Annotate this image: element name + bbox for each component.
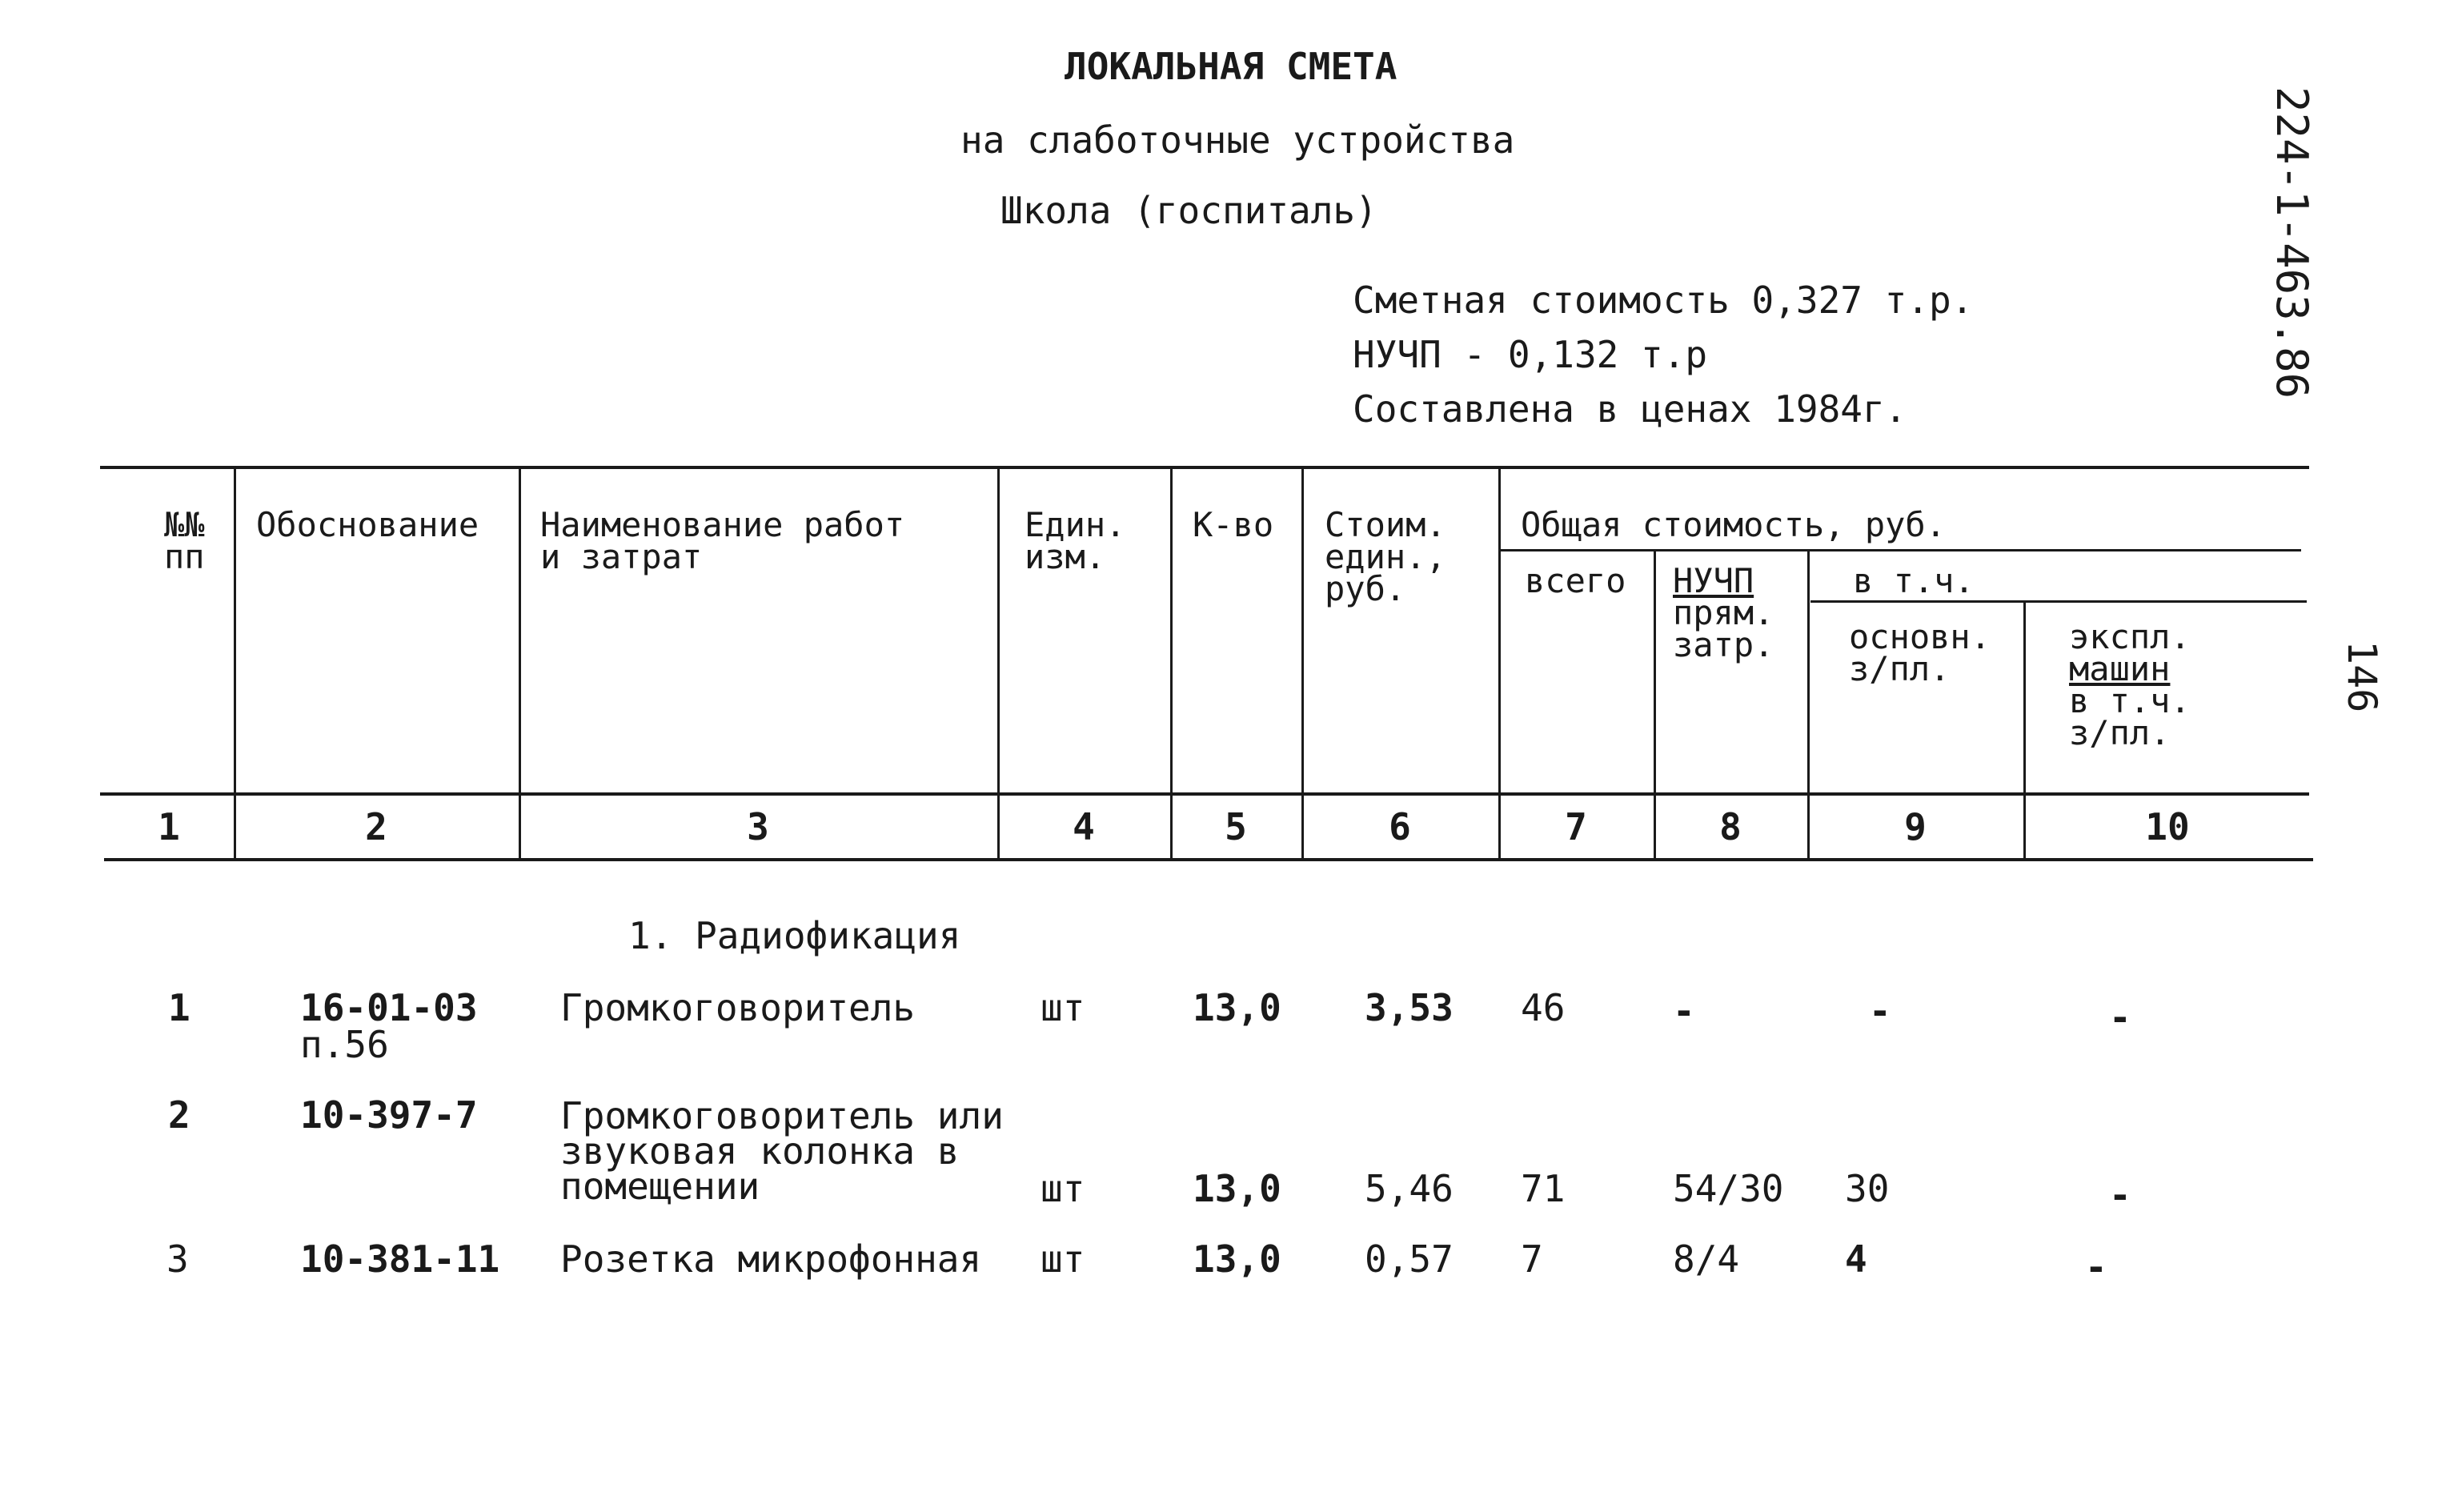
col-number-8: 8 — [1719, 805, 1742, 848]
col-number-3: 3 — [747, 805, 769, 848]
header-total-group: Общая стоимость, руб. — [1521, 505, 1947, 544]
col-divider-5 — [1301, 467, 1304, 860]
row-wage: - — [1869, 989, 1891, 1033]
row-wage: 4 — [1845, 1237, 1867, 1281]
row-number: 2 — [168, 1093, 190, 1137]
col-number-6: 6 — [1389, 805, 1411, 848]
header-col10: экспл. машин в т.ч. з/пл. — [2069, 617, 2191, 752]
total-group-rule — [1501, 549, 2301, 551]
col-divider-1 — [234, 467, 236, 860]
header-col1: №№ пп — [164, 505, 205, 576]
row-basis: 10-381-11 — [300, 1237, 500, 1281]
nuchp-cost: НУЧП - 0,132 т.р — [1353, 333, 1708, 376]
col-number-9: 9 — [1904, 805, 1927, 848]
header-bottom-rule — [100, 792, 2309, 796]
row-mach: - — [2109, 1173, 2131, 1217]
row-qty: 13,0 — [1193, 1237, 1281, 1281]
col-number-10: 10 — [2145, 805, 2190, 848]
col-divider-6 — [1498, 467, 1501, 860]
row-wage: 30 — [1845, 1167, 1890, 1210]
numbers-bottom-rule — [104, 858, 2313, 861]
row-mach: - — [2085, 1245, 2107, 1289]
row-nuchp: 8/4 — [1673, 1237, 1740, 1281]
row-nuchp: - — [1673, 989, 1695, 1033]
document-object: Школа (госпиталь) — [1000, 189, 1377, 232]
page-number: 146 — [2339, 640, 2385, 713]
header-col6: Стоим. един., руб. — [1325, 505, 1446, 608]
row-mach: - — [2109, 996, 2131, 1039]
row-qty: 13,0 — [1193, 986, 1281, 1029]
side-code: 224-1-463.86 — [2267, 86, 2317, 399]
row-number: 1 — [168, 986, 190, 1029]
incl-group-rule — [1810, 600, 2307, 603]
header-col8: НУЧП прям. затр. — [1673, 561, 1774, 664]
header-col4: Един. изм. — [1025, 505, 1126, 576]
row-basis: 10-397-7 — [300, 1093, 478, 1137]
document-subtitle: на слаботочные устройства — [960, 118, 1515, 162]
col-number-7: 7 — [1565, 805, 1587, 848]
header-col2: Обоснование — [256, 505, 479, 544]
row-nuchp: 54/30 — [1673, 1167, 1784, 1210]
row-qty: 13,0 — [1193, 1167, 1281, 1210]
row-number: 3 — [166, 1237, 189, 1281]
header-incl-group: в т.ч. — [1853, 561, 1975, 600]
row-basis: 16-01-03 п.56 — [300, 986, 478, 1066]
col-number-2: 2 — [365, 805, 387, 848]
row-total: 46 — [1521, 986, 1566, 1029]
prices-year: Составлена в ценах 1984г. — [1353, 387, 1907, 431]
header-col9: основн. з/пл. — [1849, 617, 1991, 688]
document-title: ЛОКАЛЬНАЯ СМЕТА — [1065, 45, 1397, 88]
row-name: Громкоговоритель или звуковая колонка в помещении — [560, 1094, 1004, 1208]
table-top-rule — [100, 466, 2309, 469]
row-price: 5,46 — [1365, 1167, 1454, 1210]
header-col3: Наименование работ и затрат — [540, 505, 905, 576]
row-price: 3,53 — [1365, 986, 1454, 1029]
row-unit: шт — [1041, 986, 1085, 1029]
estimated-cost: Сметная стоимость 0,327 т.р. — [1353, 279, 1974, 322]
col-divider-2 — [519, 467, 521, 860]
section-heading: 1. Радиофикация — [628, 914, 961, 957]
row-name: Розетка микрофонная — [560, 1237, 982, 1281]
row-price: 0,57 — [1365, 1237, 1454, 1281]
row-unit: шт — [1041, 1237, 1085, 1281]
header-col5: К-во — [1193, 505, 1274, 544]
col-number-4: 4 — [1073, 805, 1095, 848]
header-col7: всего — [1525, 561, 1626, 600]
row-name: Громкоговоритель — [560, 986, 916, 1029]
col-number-5: 5 — [1225, 805, 1247, 848]
row-unit: шт — [1041, 1167, 1085, 1210]
row-total: 71 — [1521, 1167, 1566, 1210]
row-total: 7 — [1521, 1237, 1543, 1281]
col-divider-4 — [1170, 467, 1173, 860]
col-number-1: 1 — [158, 805, 180, 848]
col-divider-3 — [997, 467, 1000, 860]
